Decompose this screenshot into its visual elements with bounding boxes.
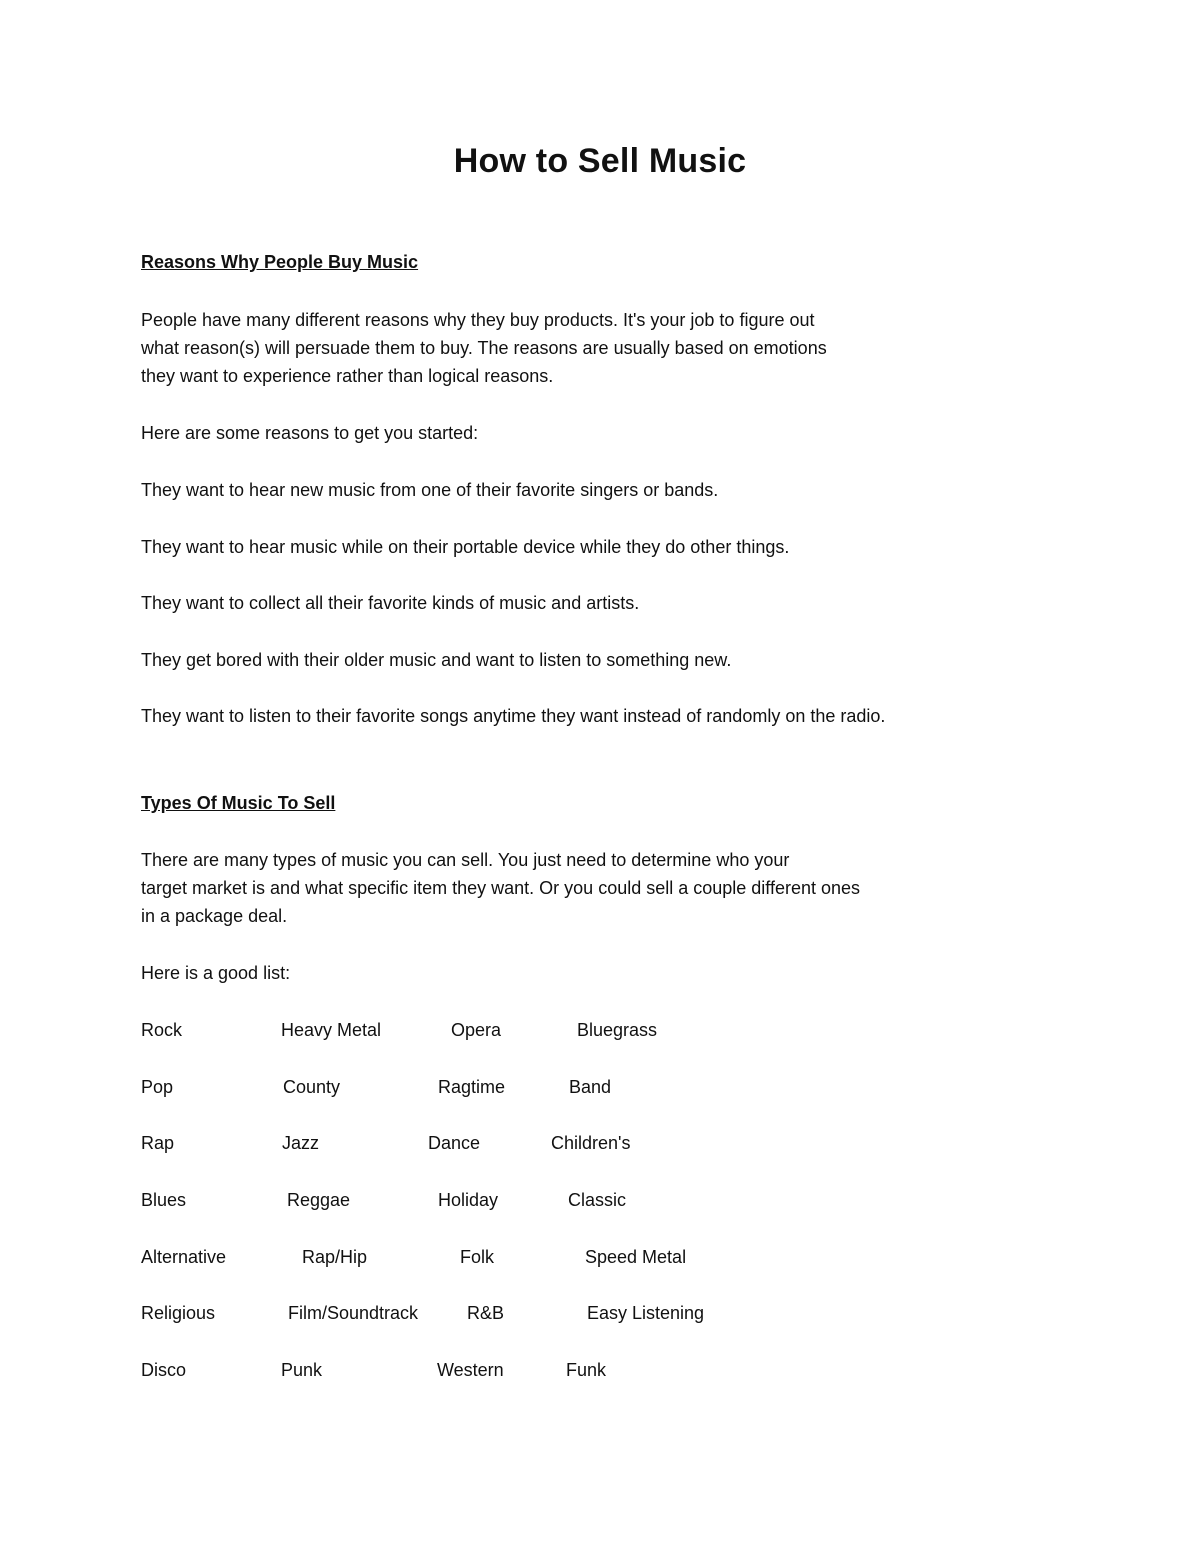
paragraph-line: in a package deal. — [141, 906, 288, 926]
genre-item: Funk — [566, 1360, 607, 1380]
genre-item: Rap — [141, 1133, 175, 1153]
genre-item: R&B — [467, 1303, 505, 1323]
genre-item: Easy Listening — [587, 1303, 705, 1323]
genre-item: Children's — [551, 1133, 631, 1153]
document-title: How to Sell Music — [453, 142, 747, 180]
genre-item: Alternative — [141, 1247, 227, 1267]
genre-item: Punk — [281, 1360, 323, 1380]
paragraph-line: target market is and what specific item they want. Or you could sell a couple different ones — [141, 878, 861, 898]
genre-item: Disco — [141, 1360, 187, 1380]
genre-item: Blues — [141, 1190, 187, 1210]
genre-item: Bluegrass — [577, 1020, 658, 1040]
paragraph-line: they want to experience rather than logical reasons. — [141, 366, 554, 386]
reason-item: They want to collect all their favorite kinds of music and artists. — [141, 593, 640, 613]
genre-item: County — [283, 1077, 341, 1097]
genres-lead: Here is a good list: — [141, 963, 291, 983]
genre-item: Reggae — [287, 1190, 351, 1210]
genre-item: Jazz — [282, 1133, 320, 1153]
genre-item: Pop — [141, 1077, 174, 1097]
genre-item: Holiday — [438, 1190, 499, 1210]
paragraph-line: People have many different reasons why they buy products. It's your job to figure out — [141, 310, 815, 330]
section-heading-reasons: Reasons Why People Buy Music — [141, 252, 419, 272]
reason-item: They want to hear new music from one of their favorite singers or bands. — [141, 480, 719, 500]
genre-item: Band — [569, 1077, 612, 1097]
genre-item: Dance — [428, 1133, 481, 1153]
paragraph-line: what reason(s) will persuade them to buy. The reasons are usually based on emotions — [141, 338, 827, 358]
reason-item: They get bored with their older music and want to listen to something new. — [141, 650, 732, 670]
reasons-lead: Here are some reasons to get you started: — [141, 423, 479, 443]
genre-item: Religious — [141, 1303, 216, 1323]
genre-item: Opera — [451, 1020, 502, 1040]
genre-item: Speed Metal — [585, 1247, 687, 1267]
genre-item: Rap/Hip — [302, 1247, 368, 1267]
genre-item: Film/Soundtrack — [288, 1303, 419, 1323]
reason-item: They want to hear music while on their portable device while they do other things. — [141, 537, 790, 557]
genre-item: Folk — [460, 1247, 495, 1267]
genre-item: Heavy Metal — [281, 1020, 382, 1040]
section-heading-types: Types Of Music To Sell — [141, 793, 336, 813]
genre-item: Ragtime — [438, 1077, 506, 1097]
reason-item: They want to listen to their favorite songs anytime they want instead of randomly on the radio. — [141, 706, 886, 726]
genre-item: Classic — [568, 1190, 627, 1210]
paragraph-line: There are many types of music you can sell. You just need to determine who your — [141, 850, 790, 870]
genre-item: Rock — [141, 1020, 183, 1040]
genre-item: Western — [437, 1360, 504, 1380]
